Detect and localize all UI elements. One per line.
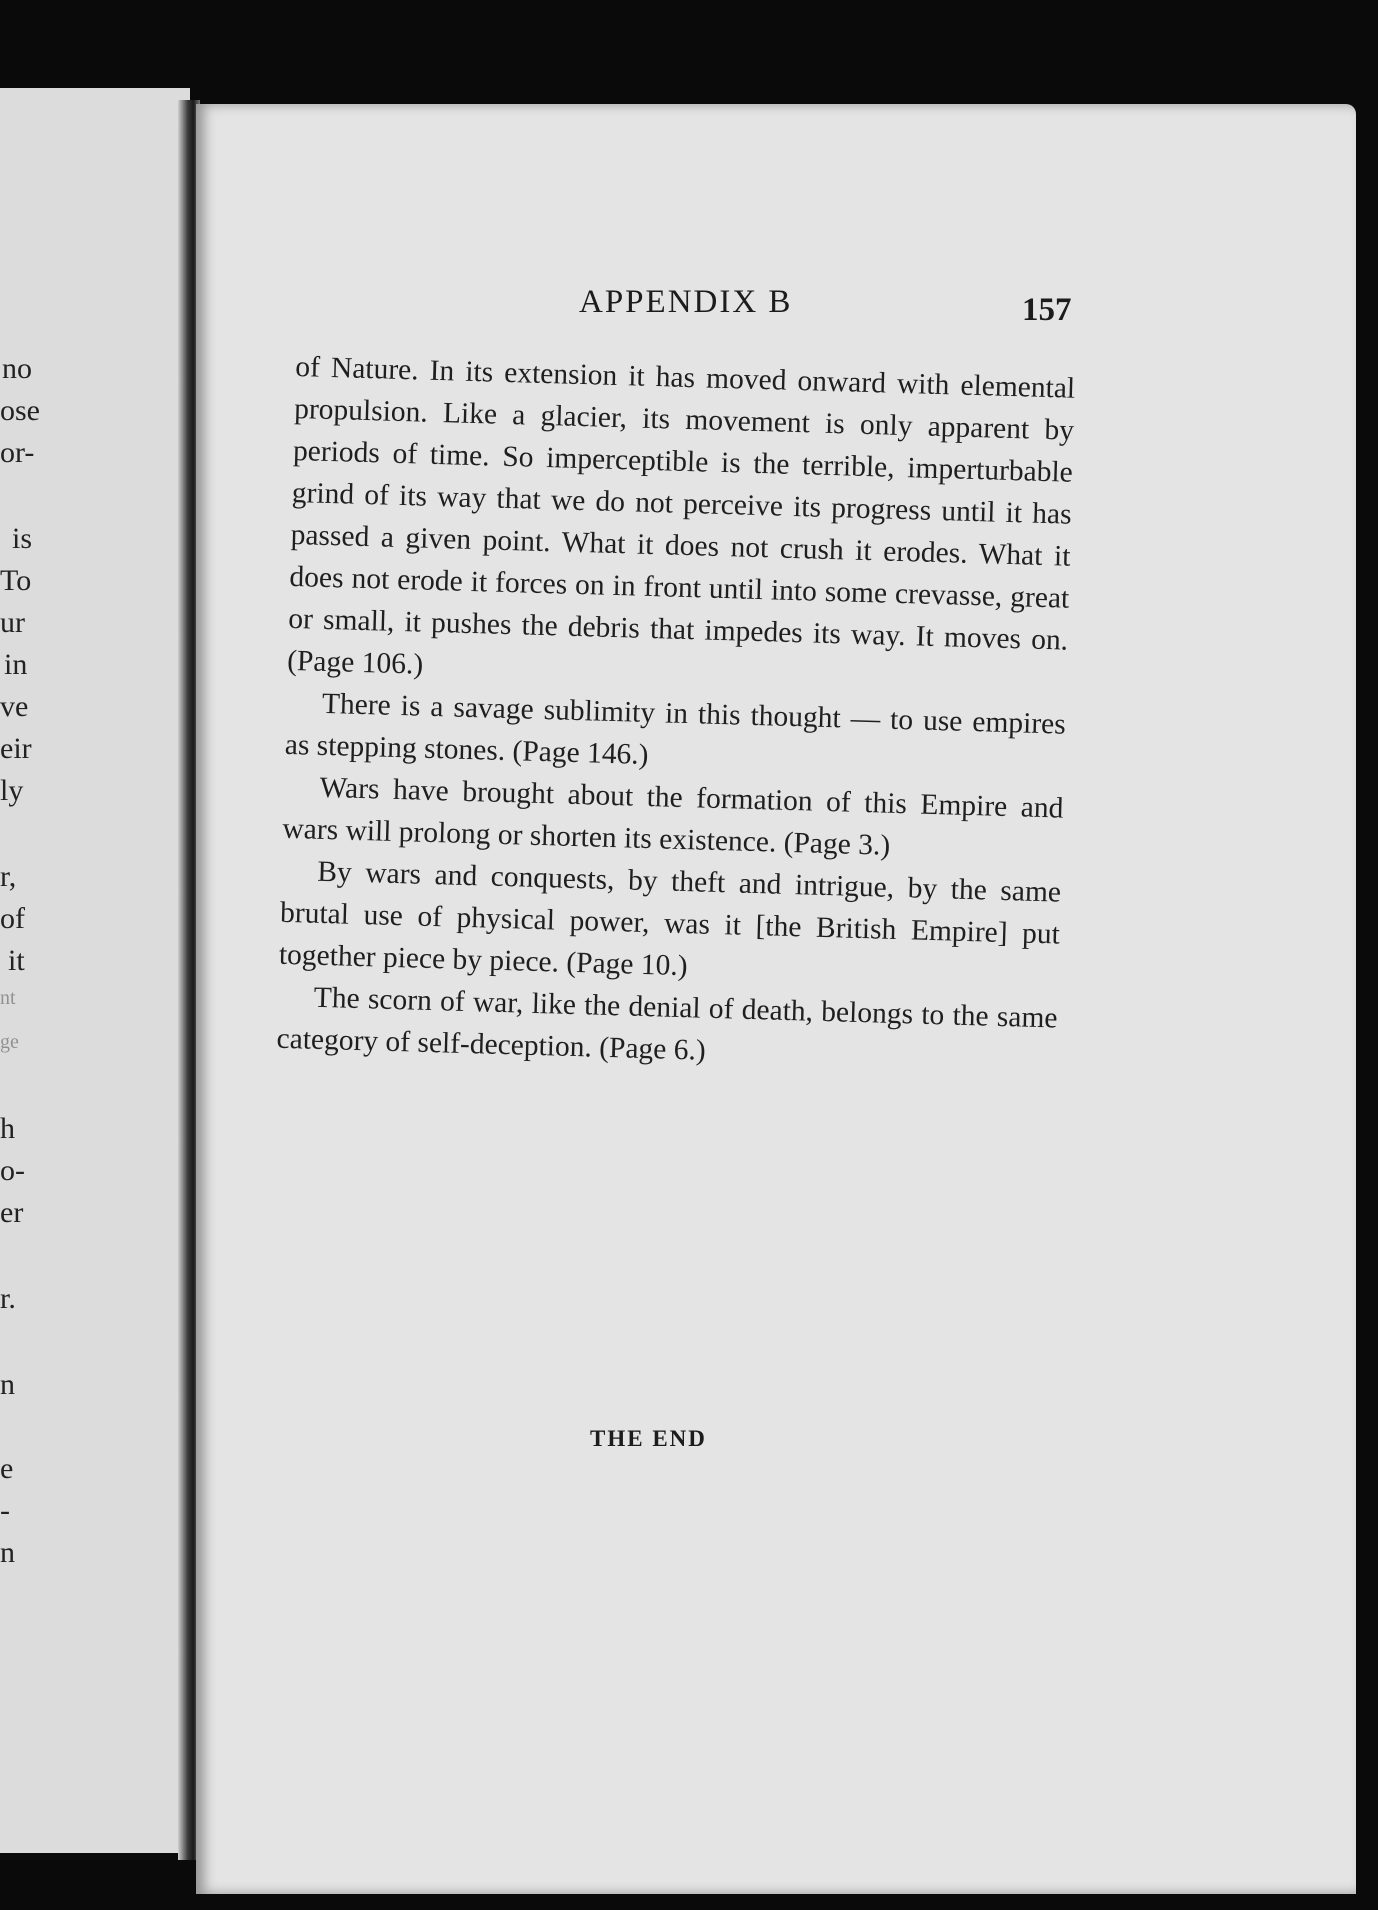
- page-header: [196, 284, 1356, 334]
- fragment: of: [0, 902, 25, 935]
- fragment: in: [4, 648, 28, 681]
- fragment: r.: [0, 1282, 16, 1315]
- paragraph: By wars and conquests, by theft and intrigue, by the same brutal use of physical power, was it [the British Empire] put together piece by piece. (Page 10.): [278, 855, 1062, 983]
- fragment: -: [0, 1494, 10, 1527]
- body-text: [276, 346, 1076, 1082]
- fragment: r,: [0, 860, 17, 893]
- running-head: APPENDIX B: [579, 284, 793, 320]
- fragment: ose: [0, 394, 40, 427]
- fragment: no: [2, 352, 32, 385]
- the-end-label: THE END: [590, 1426, 707, 1451]
- fragment: ve: [0, 690, 29, 723]
- fragment: is: [12, 522, 33, 555]
- fragment: To: [0, 564, 32, 597]
- fragment: e: [0, 1452, 14, 1485]
- book-page: [196, 104, 1356, 1894]
- fragment: ur: [0, 606, 25, 639]
- fragment: eir: [0, 732, 32, 765]
- paragraph: There is a savage sublimity in this thought — to use empires as stepping stones. (Page 146.): [284, 687, 1067, 771]
- page-number: 157: [1022, 292, 1072, 328]
- fragment: it: [8, 944, 25, 977]
- fragment: h: [0, 1112, 15, 1145]
- previous-page-text-fragments: [0, 88, 190, 1853]
- paragraph: The scorn of war, like the denial of death, belongs to the same category of self-deception. (Page 6.): [276, 981, 1058, 1067]
- previous-page-edge: [0, 88, 190, 1853]
- paragraph: Wars have brought about the formation of this Empire and wars will prolong or shorten its existence. (Page 3.): [282, 771, 1064, 862]
- fragment: ge: [0, 1031, 19, 1053]
- fragment: nt: [0, 987, 16, 1009]
- fragment: ly: [0, 774, 24, 807]
- fragment: n: [0, 1368, 15, 1401]
- fragment: n: [0, 1536, 15, 1569]
- fragment: er: [0, 1196, 24, 1229]
- fragment: or-: [0, 436, 35, 469]
- fragment: o-: [0, 1154, 25, 1187]
- paragraph: of Nature. In its extension it has moved onward with elemental propulsion. Like a glacier, its movement is only apparent by periods of time. So imperceptible is the terrible, imperturbable grind of its way that we do not perceive its progress until it has passed a given point. What it does not crush it erodes. What it does not erode it forces on in front until into some crevasse, great or small, it pushes the debris that impedes its way. It moves on. (Page 106.): [286, 350, 1076, 681]
